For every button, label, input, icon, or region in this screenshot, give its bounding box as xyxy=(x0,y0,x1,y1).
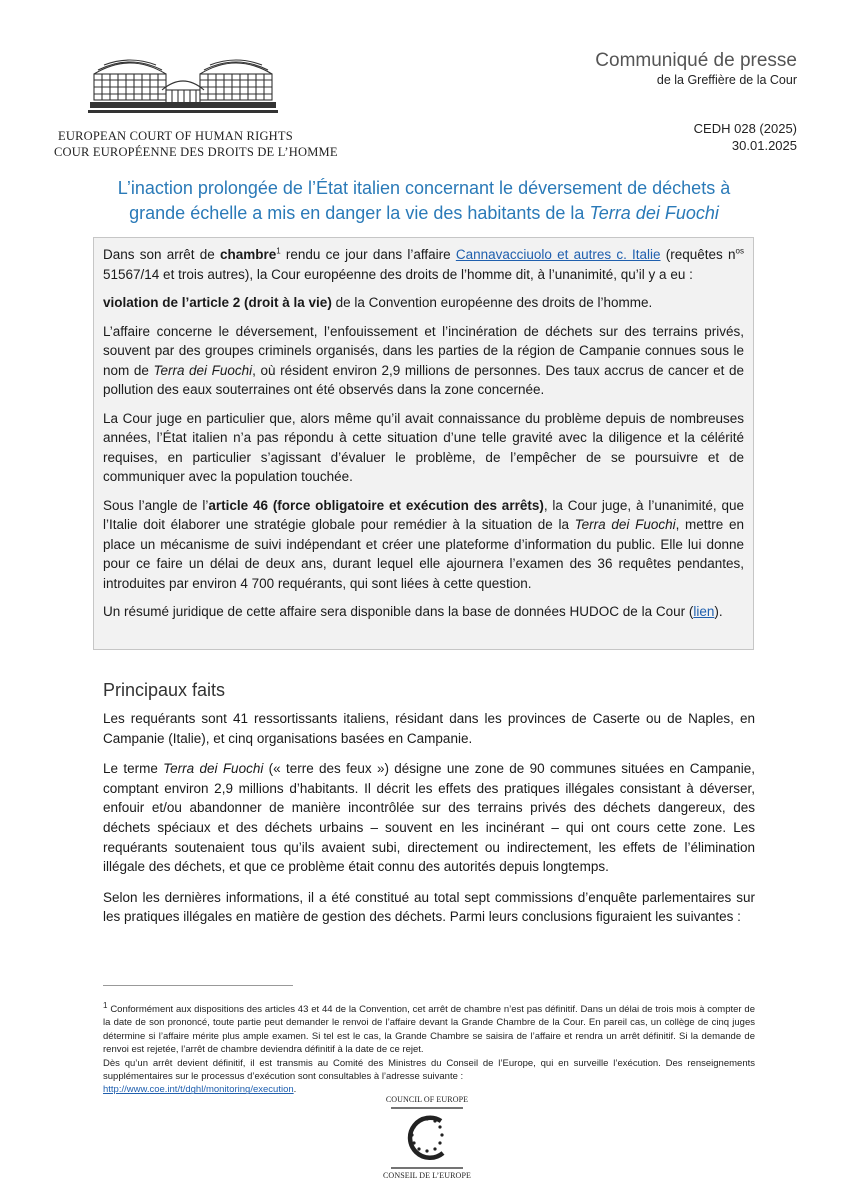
reference-block xyxy=(694,120,797,154)
facts-paragraph-3: Selon les dernières informations, il a été constitué au total sept commissions d’enquête parlementaires sur les pratiques illégales en matière de gestion des déchets. Parmi leurs conclusions figuraient les suivantes : xyxy=(103,889,755,925)
court-name-en: EUROPEAN COURT OF HUMAN RIGHTS xyxy=(58,129,293,143)
text: , la Cour juge, à l’unanimité, que l’Italie doit élaborer une stratégie globale pour remédier à la situation de la xyxy=(103,497,744,532)
bold-text: article 46 (force obligatoire et exécution des arrêts) xyxy=(208,497,544,513)
summary-paragraph-5 xyxy=(103,496,744,594)
summary-paragraph-2 xyxy=(103,293,744,313)
summary-paragraph-6 xyxy=(103,602,744,622)
coe-text-en: COUNCIL OF EUROPE xyxy=(385,1095,469,1104)
text: L’affaire concerne le déversement, l’enfouissement et l’incinération de déchets sur des terrains privés, souvent par des groupes criminels organisés, dans les parties de la région de Campanie connues sous le nom de xyxy=(103,323,744,378)
superscript: os xyxy=(735,246,744,256)
council-of-europe-emblem-icon xyxy=(391,1107,463,1169)
summary-paragraph-1 xyxy=(103,245,744,284)
text: , mettre en place un mécanisme de suivi indépendant et créer une plateforme d’information du public. Elle lui donne pour ce faire un délai de deux ans, durant lequel elle ajournera l’examen des 36 requêtes pendantes, introduites par environ 4 700 requérants, qui sont liées à cette question. xyxy=(103,517,744,591)
court-building-icon xyxy=(88,50,278,120)
footnote-paragraph-1 xyxy=(103,1000,755,1057)
text: Conformément aux dispositions des articles 43 et 44 de la Convention, cet arrêt de chambre n’est pas définitif. Dans un délai de trois mois à compter de la date de son prononcé, toute partie peut demander le renvoi de l’affaire devant la Grande Chambre de la Cour. En pareil cas, un collège de cinq juges détermine si l’affaire mérite plus ample examen. Si tel est le cas, la Grande Chambre se saisira de l’affaire et rendra un arrêt définitif. Si la demande de renvoi est rejetée, l’arrêt de chambre deviendra définitif à la date de ce rejet. xyxy=(103,1004,755,1056)
headline-text: L’inaction prolongée de l’État italien concernant le déversement de déchets à grande échelle a mis en danger la vie des habitants de la xyxy=(117,178,731,223)
text: Un résumé juridique de cette affaire sera disponible dans la base de données HUDOC de la Cour ( xyxy=(103,604,694,619)
italic-text: Terra dei Fuochi xyxy=(163,761,264,777)
text: (requêtes n xyxy=(660,247,736,262)
footnote-paragraph-2 xyxy=(103,1057,755,1097)
footnote-number: 1 xyxy=(103,1000,108,1010)
section-heading: Principaux faits xyxy=(103,680,226,700)
council-of-europe-logo xyxy=(372,1095,482,1180)
summary-box xyxy=(93,237,754,650)
coe-text-fr: CONSEIL DE L’EUROPE xyxy=(383,1171,471,1180)
footnote-ref[interactable]: 1 xyxy=(276,246,281,256)
release-date: 30.01.2025 xyxy=(731,138,797,153)
facts-paragraph-2 xyxy=(103,759,755,877)
text: rendu ce jour dans l’affaire xyxy=(280,247,456,262)
summary-paragraph-3 xyxy=(103,322,744,400)
headline-italic: Terra dei Fuochi xyxy=(589,203,719,223)
headline xyxy=(90,176,758,226)
facts-body xyxy=(103,709,755,938)
hudoc-link[interactable]: lien xyxy=(693,604,715,619)
court-name-fr: COUR EUROPÉENNE DES DROITS DE L’HOMME xyxy=(54,145,338,159)
italic-text: Terra dei Fuochi xyxy=(153,362,253,378)
text: Dès qu’un arrêt devient définitif, il est transmis au Comité des Ministres du Conseil de l’Europe, qui en surveille l’exécution. Des renseignements supplémentaires sur le processus d’exécution sont consultables à l’adresse suivante : xyxy=(103,1057,755,1083)
press-release-title: Communiqué de presse xyxy=(595,50,797,71)
text: Le terme xyxy=(103,761,164,777)
court-logo xyxy=(54,50,338,160)
text: . xyxy=(293,1084,297,1096)
italic-text: Terra dei Fuochi xyxy=(574,517,676,532)
bold-text: violation de l’article 2 (droit à la vie) xyxy=(103,295,332,310)
footnote-divider xyxy=(103,985,293,986)
bold-text: chambre xyxy=(219,247,277,262)
footnote xyxy=(103,1000,755,1097)
reference-number: CEDH 028 (2025) xyxy=(693,121,797,136)
press-release-subtitle: de la Greffière de la Cour xyxy=(656,73,797,87)
text: (« terre des feux ») désigne une zone de 90 communes situées en Campanie, comptant environ 2,9 millions d’habitants. Il décrit les effets des pratiques illégales consistant à déverser, enfouir et/ou abandonner de manière incontrôlée sur des terrains privés des déchets dangereux, des déchets spéciaux et des déchets urbains – souvent en les incinérant – qui ont cours cette zone. Les requérants soutenaient tous qu’ils avaient subi, directement ou indirectement, les effets de l’élimination illégale des déchets, et que ce problème était connu des autorités depuis longtemps. xyxy=(103,761,755,875)
text: Dans son arrêt de xyxy=(103,247,220,262)
facts-paragraph-1: Les requérants sont 41 ressortissants italiens, résidant dans les provinces de Caserte ou de Naples, en Campanie (Italie), et cinq organisations basées en Campanie. xyxy=(103,711,755,746)
summary-paragraph-4: La Cour juge en particulier que, alors même qu’il avait connaissance du problème depuis de nombreuses années, l’État italien n’a pas répondu à cette situation d’une telle gravité avec la diligence et la célérité requises, en particulier s’agissant d’évaluer le problème, de l’empêcher de se poursuivre et de communiquer avec la population touchée. xyxy=(103,410,744,484)
text: 51567/14 et trois autres), la Cour européenne des droits de l’homme dit, à l’unanimité, qu’il y a eu : xyxy=(103,266,693,282)
execution-link[interactable]: http://www.coe.int/t/dghl/monitoring/execution xyxy=(103,1084,294,1096)
text: de la Convention européenne des droits de l’homme. xyxy=(331,295,653,310)
text: Sous l’angle de l’ xyxy=(103,497,209,513)
case-link[interactable]: Cannavacciuolo et autres c. Italie xyxy=(455,247,661,262)
text: , où résident environ 2,9 millions de personnes. Des taux accrus de cancer et de pollution des eaux souterraines ont été observés dans la zone concernée. xyxy=(103,362,745,397)
text: ). xyxy=(714,604,723,619)
